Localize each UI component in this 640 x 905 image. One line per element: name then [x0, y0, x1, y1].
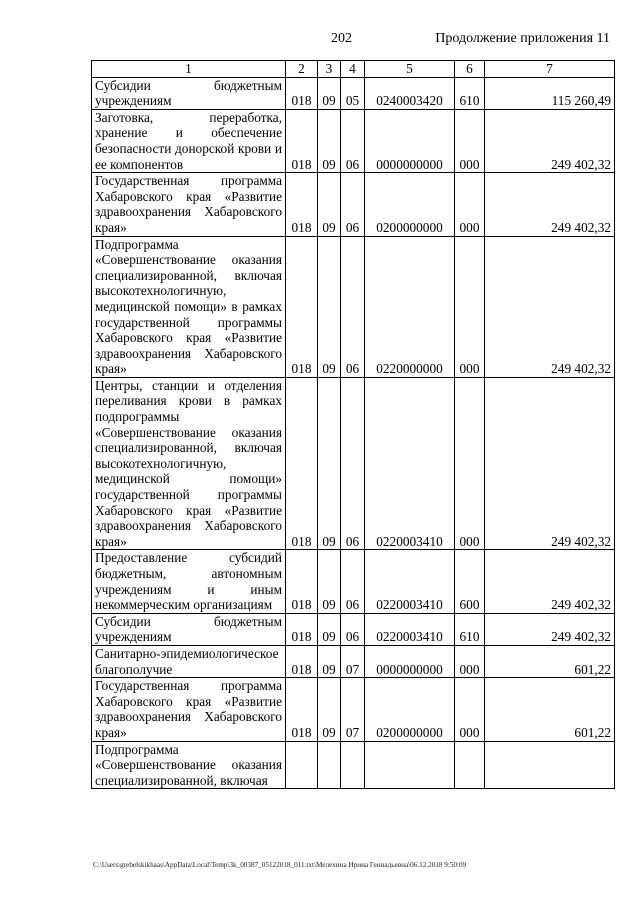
column-header: 6: [455, 61, 485, 78]
section-code: 09: [318, 678, 341, 741]
section-code: [318, 741, 341, 789]
target-article-code: [365, 741, 455, 789]
subsection-code: 05: [341, 77, 365, 109]
column-header: 5: [365, 61, 455, 78]
expense-type-code: 000: [455, 173, 485, 236]
target-article-code: 0220003410: [365, 550, 455, 613]
appendix-title: Продолжение приложения 11: [435, 31, 610, 46]
footer-file-path: C:\Users\grebelskikhaas\AppData\Local\Temp\3k_00387_05122018_011.txt\Мелехина Ирина Геннадьевна\06.12.2018 9:50:09: [93, 861, 467, 869]
section-code: 09: [318, 377, 341, 550]
ministry-code: [286, 741, 318, 789]
expense-type-code: 600: [455, 550, 485, 613]
target-article-code: 0220000000: [365, 236, 455, 377]
target-article-code: 0000000000: [365, 109, 455, 172]
section-code: 09: [318, 550, 341, 613]
amount: 249 402,32: [485, 550, 615, 613]
section-code: 09: [318, 613, 341, 645]
expense-type-code: [455, 741, 485, 789]
ministry-code: 018: [286, 236, 318, 377]
column-header: 3: [318, 61, 341, 78]
section-code: 09: [318, 109, 341, 172]
subsection-code: 06: [341, 173, 365, 236]
subsection-code: 06: [341, 236, 365, 377]
table-row: [92, 678, 615, 741]
ministry-code: 018: [286, 613, 318, 645]
item-name: Заготовка, переработка, хранение и обеспечение безопасности донорской крови и ее компонентов: [92, 109, 286, 172]
table-row: [92, 236, 615, 377]
column-header: 1: [92, 61, 286, 78]
subsection-code: 06: [341, 613, 365, 645]
ministry-code: 018: [286, 377, 318, 550]
item-name: Субсидии бюджетным учреждениям: [92, 77, 286, 109]
amount: 249 402,32: [485, 377, 615, 550]
expense-type-code: 000: [455, 109, 485, 172]
expense-type-code: 000: [455, 645, 485, 677]
section-code: 09: [318, 77, 341, 109]
item-name: Государственная программа Хабаровского края «Развитие здравоохранения Хабаровского края»: [92, 678, 286, 741]
column-header: 4: [341, 61, 365, 78]
section-code: 09: [318, 645, 341, 677]
target-article-code: 0200000000: [365, 678, 455, 741]
amount: 249 402,32: [485, 613, 615, 645]
amount: 249 402,32: [485, 173, 615, 236]
budget-table: [91, 60, 615, 789]
expense-type-code: 000: [455, 678, 485, 741]
amount: 249 402,32: [485, 109, 615, 172]
section-code: 09: [318, 173, 341, 236]
table-row: [92, 741, 615, 789]
amount: 601,22: [485, 678, 615, 741]
section-code: 09: [318, 236, 341, 377]
item-name: Субсидии бюджетным учреждениям: [92, 613, 286, 645]
table-row: [92, 77, 615, 109]
item-name: Подпрограмма «Совершенствование оказания специализированной, включая высокотехнологичную, медицинской помощи» в рамках государственной программы Хабаровского края «Развитие здравоохранения Хабаровского края»: [92, 236, 286, 377]
table-row: [92, 109, 615, 172]
expense-type-code: 610: [455, 77, 485, 109]
item-name: Санитарно-эпидемиологическое благополучие: [92, 645, 286, 677]
amount: 249 402,32: [485, 236, 615, 377]
amount: 115 260,49: [485, 77, 615, 109]
subsection-code: 07: [341, 645, 365, 677]
ministry-code: 018: [286, 173, 318, 236]
ministry-code: 018: [286, 678, 318, 741]
target-article-code: 0200000000: [365, 173, 455, 236]
subsection-code: 06: [341, 377, 365, 550]
item-name: Центры, станции и отделения переливания крови в рамках подпрограммы «Совершенствование оказания специализированной, включая высокотехнологичную, медицинской помощи» государственной программы Хабаровского края «Развитие здравоохранения Хабаровского края»: [92, 377, 286, 550]
ministry-code: 018: [286, 109, 318, 172]
expense-type-code: 000: [455, 377, 485, 550]
subsection-code: 07: [341, 678, 365, 741]
table-header-row: [92, 61, 615, 78]
subsection-code: [341, 741, 365, 789]
target-article-code: 0220003410: [365, 613, 455, 645]
item-name: Предоставление субсидий бюджетным, автономным учреждениям и иным некоммерческим организациям: [92, 550, 286, 613]
table-row: [92, 377, 615, 550]
page-number: 202: [331, 31, 352, 46]
amount: 601,22: [485, 645, 615, 677]
column-header: 2: [286, 61, 318, 78]
item-name: Подпрограмма «Совершенствование оказания специализированной, включая: [92, 741, 286, 789]
ministry-code: 018: [286, 77, 318, 109]
table-row: [92, 645, 615, 677]
subsection-code: 06: [341, 109, 365, 172]
table-row: [92, 550, 615, 613]
column-header: 7: [485, 61, 615, 78]
amount: [485, 741, 615, 789]
target-article-code: 0220003410: [365, 377, 455, 550]
table-row: [92, 613, 615, 645]
target-article-code: 0000000000: [365, 645, 455, 677]
ministry-code: 018: [286, 550, 318, 613]
ministry-code: 018: [286, 645, 318, 677]
expense-type-code: 000: [455, 236, 485, 377]
item-name: Государственная программа Хабаровского края «Развитие здравоохранения Хабаровского края»: [92, 173, 286, 236]
target-article-code: 0240003420: [365, 77, 455, 109]
table-row: [92, 173, 615, 236]
expense-type-code: 610: [455, 613, 485, 645]
subsection-code: 06: [341, 550, 365, 613]
